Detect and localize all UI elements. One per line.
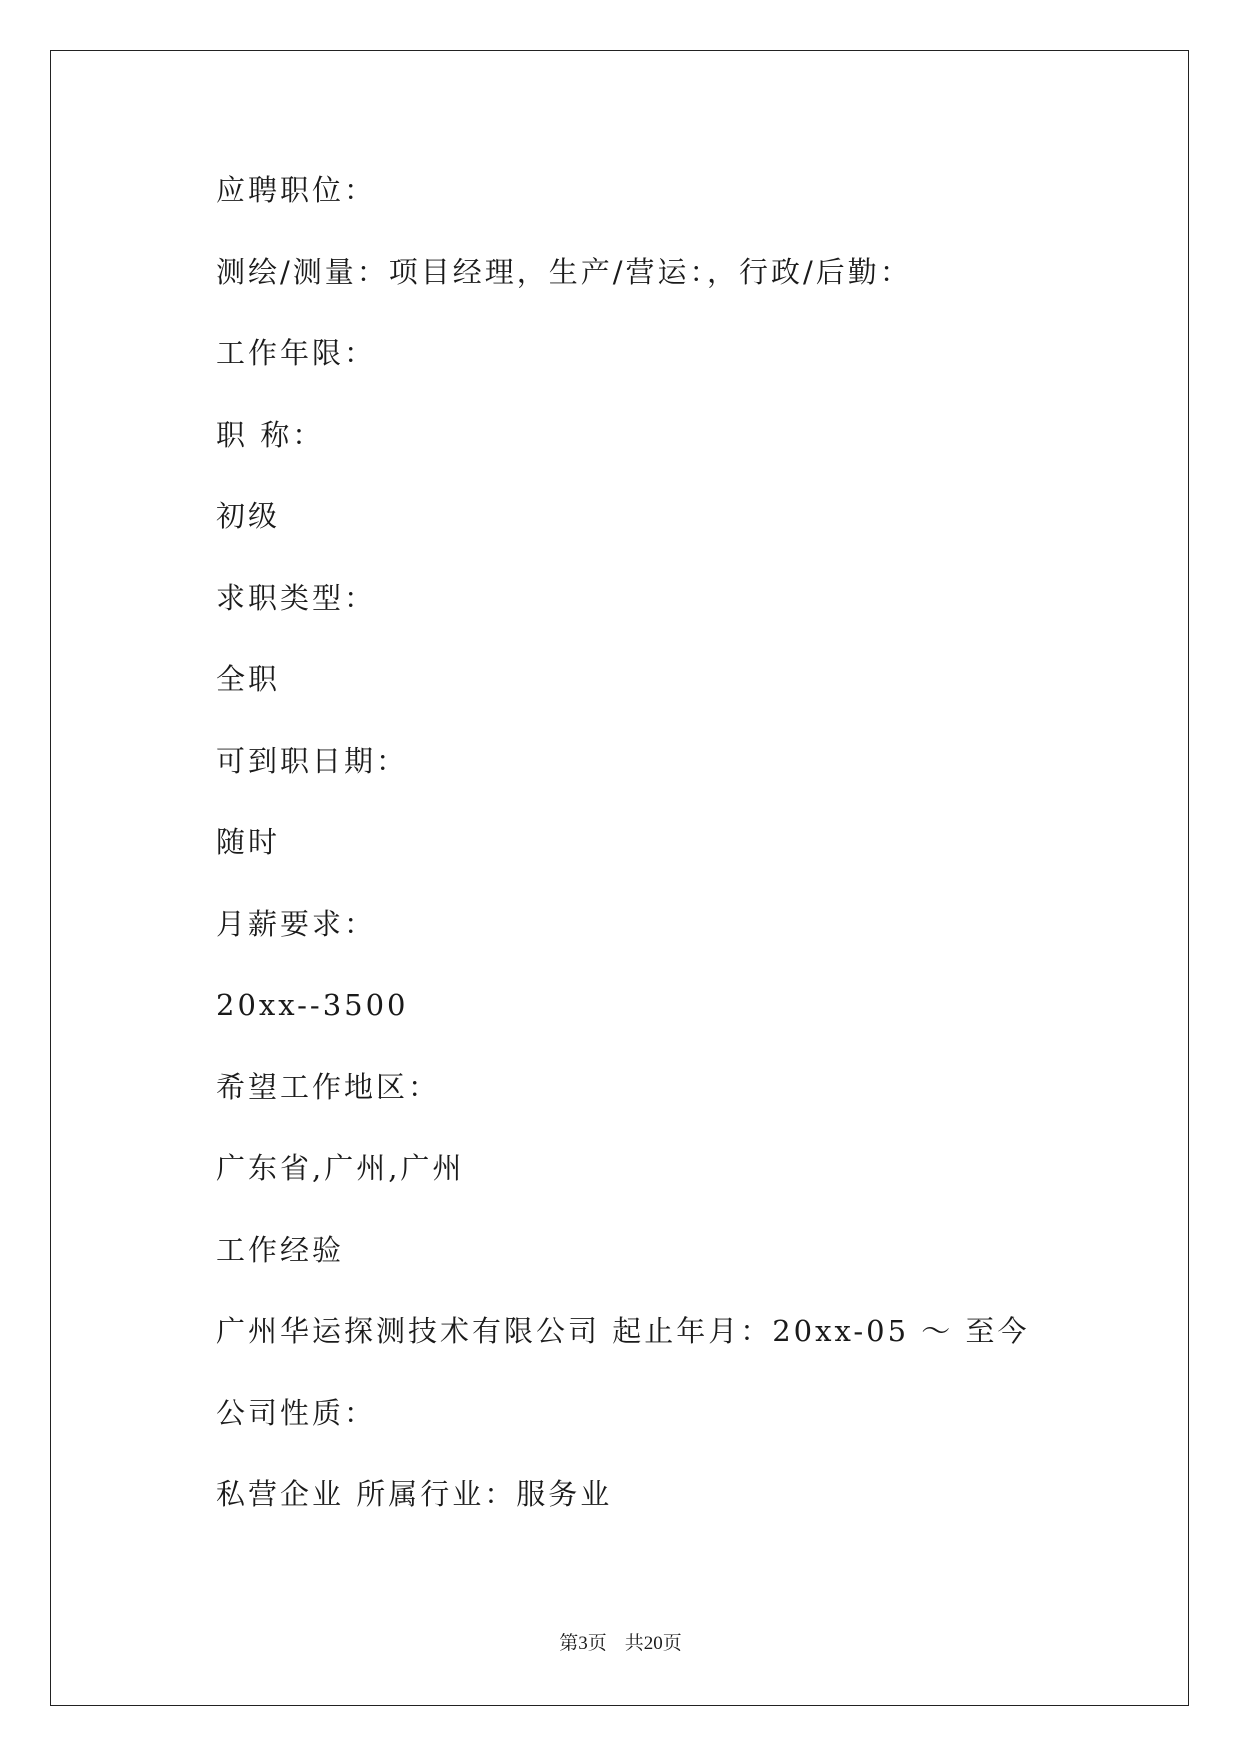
label-position-applied: 应聘职位： [216,173,377,207]
value-title: 初级 [216,499,281,533]
value-salary: 20xx--3500 [216,988,409,1022]
page-number-total: 共20页 [624,1633,682,1654]
experience-company-period: 广州华运探测技术有限公司 起止年月：20xx-05 ～ 至今 [216,1314,1030,1348]
label-available-date: 可到职日期： [216,743,409,778]
label-job-type: 求职类型： [216,580,377,615]
value-job-type: 全职 [216,662,281,696]
label-salary: 月薪要求： [216,906,377,941]
value-company-industry: 私营企业 所属行业：服务业 [216,1477,613,1511]
label-title: 职 称： [216,417,325,452]
page-footer [0,1628,1241,1655]
label-company-nature: 公司性质： [216,1395,377,1430]
value-available-date: 随时 [216,825,281,859]
label-work-region: 希望工作地区： [216,1069,441,1104]
document-body [216,170,1116,1556]
value-work-region: 广东省,广州,广州 [216,1151,465,1185]
page-number-current: 第3页 [559,1633,607,1654]
heading-work-experience: 工作经验 [216,1232,345,1267]
value-position-applied: 测绘/测量：项目经理，生产/营运：，行政/后勤： [216,254,912,289]
label-work-years: 工作年限： [216,336,377,370]
